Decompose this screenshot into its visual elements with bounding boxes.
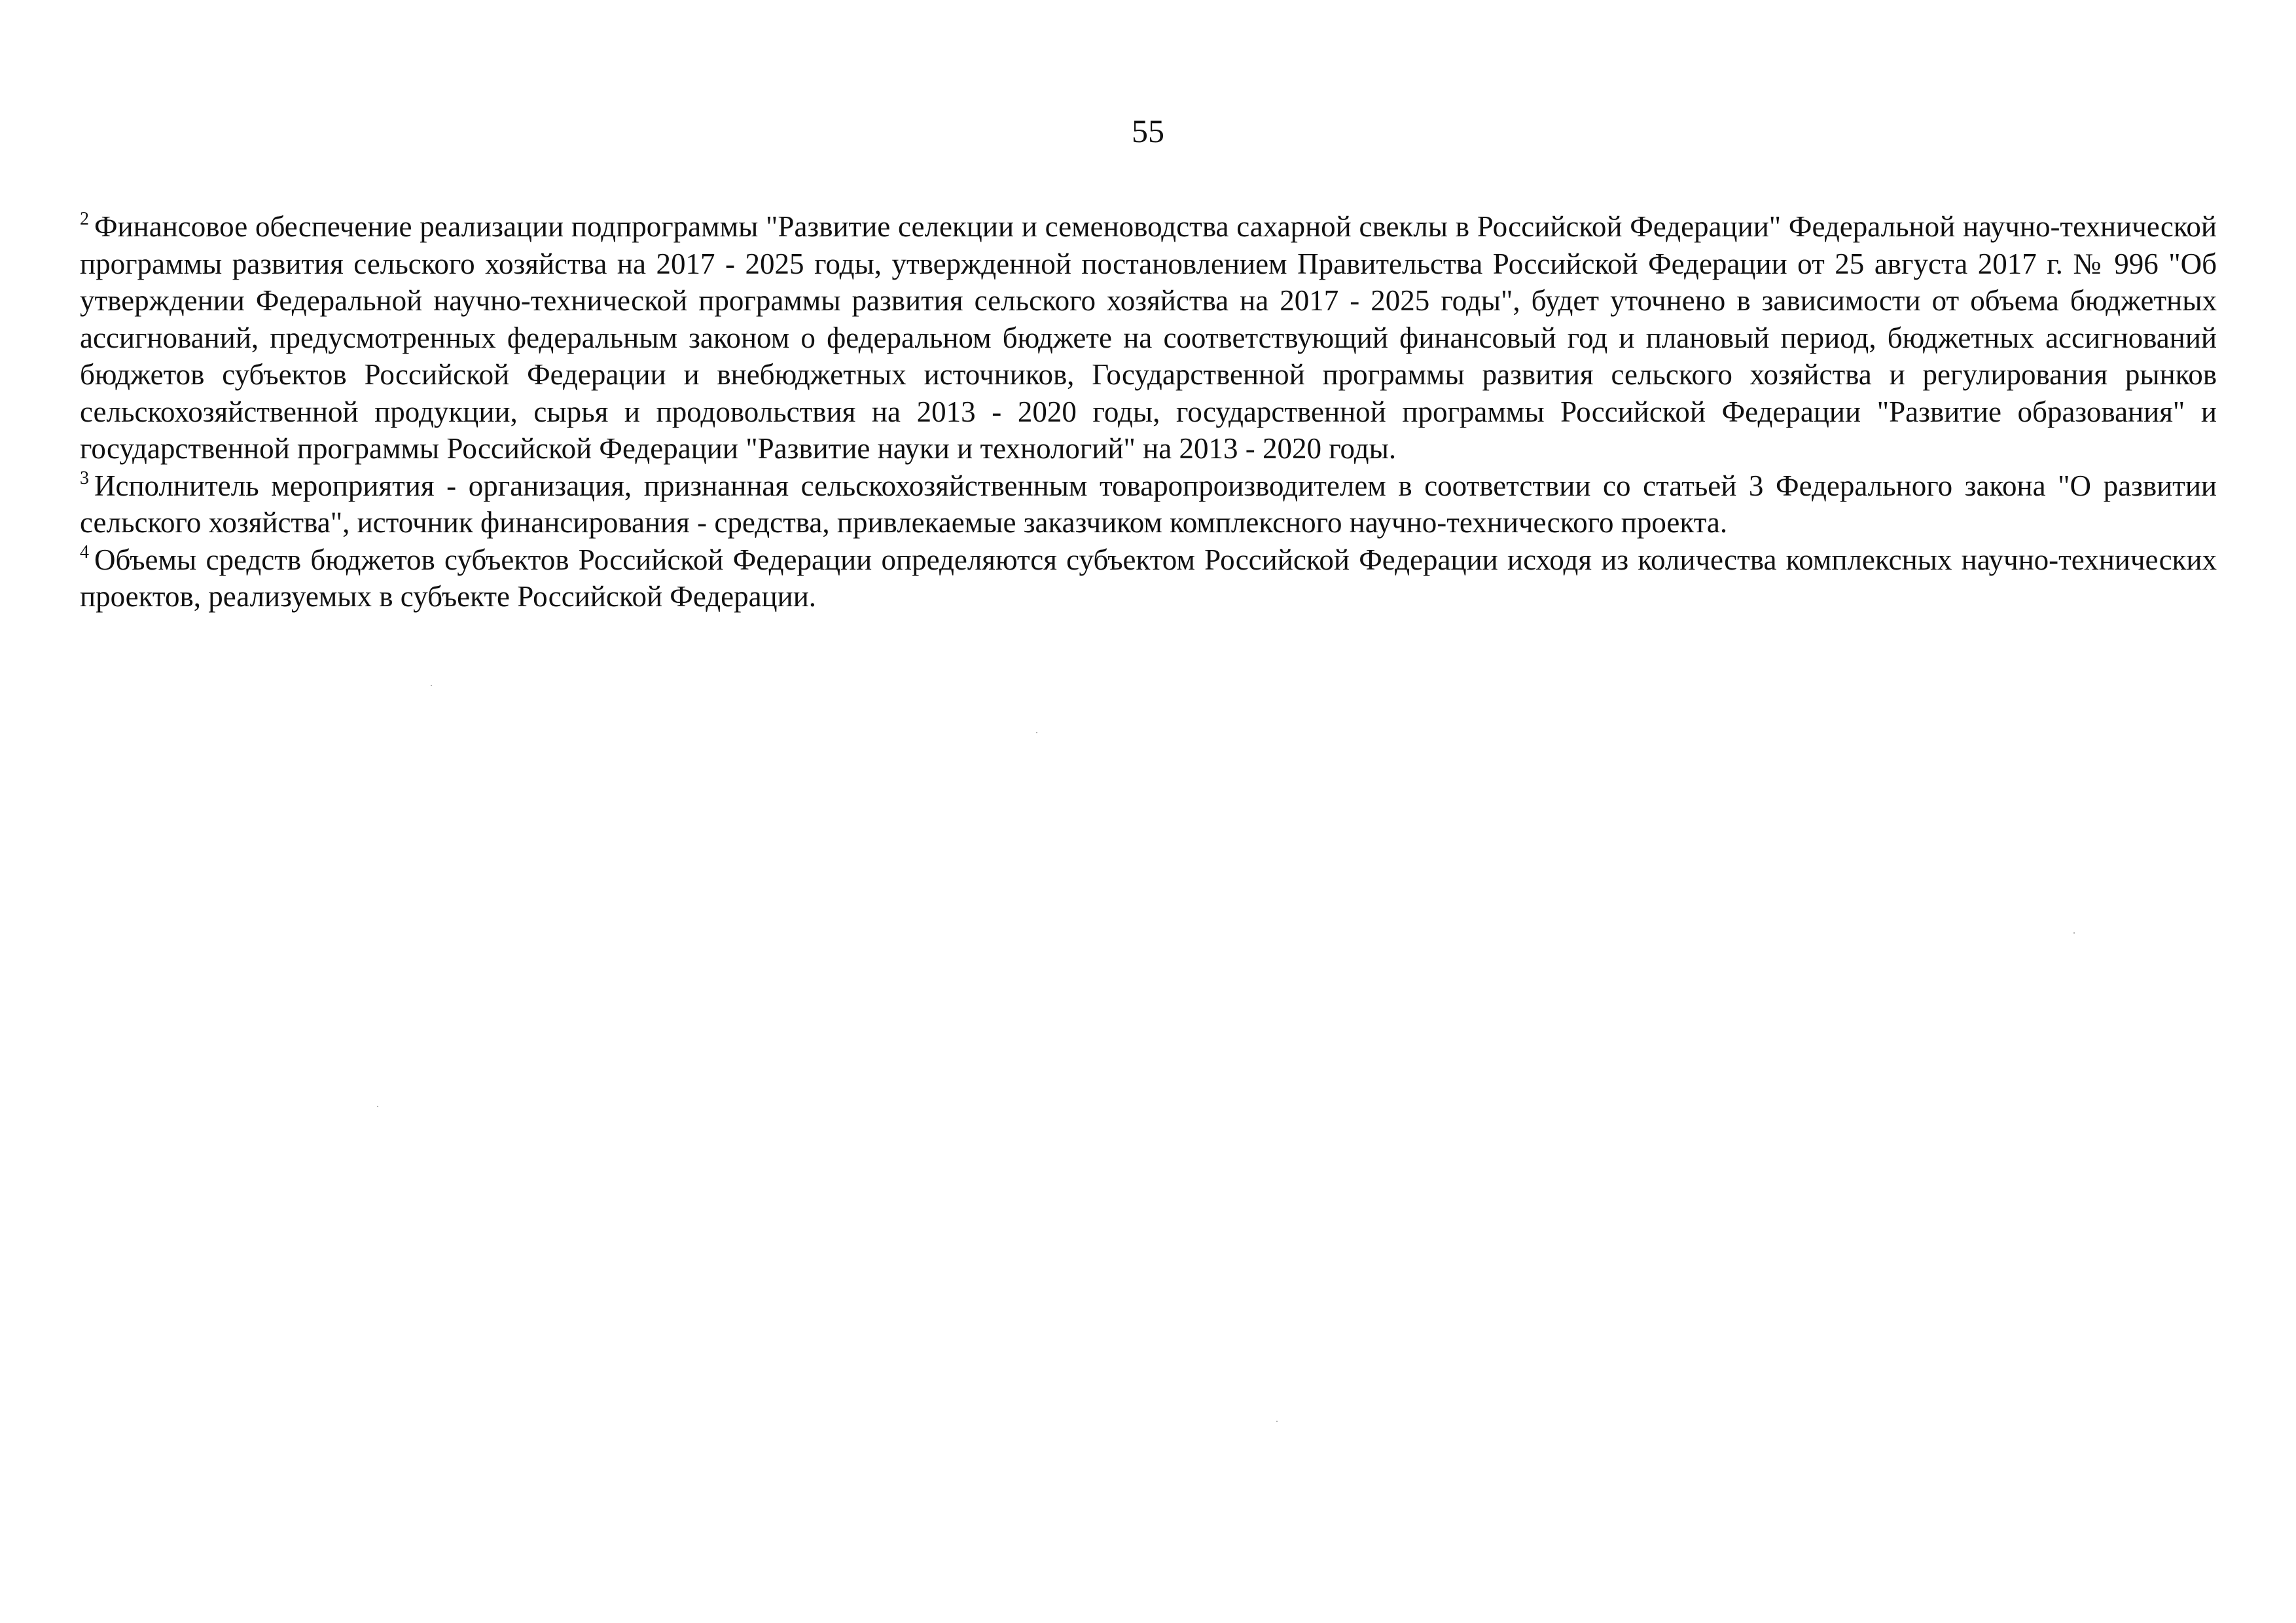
- footnote-text: Финансовое обеспечение реализации подпрограммы "Развитие селекции и семеноводства сахарной свеклы в Российской Федерации" Федеральной научно-технической программы развития сельского хозяйства на 2017 - 2025 годы, утвержденной постановлением Правительства Российской Федерации от 25 августа 2017 г. № 996 "Об утверждении Федеральной научно-технической программы развития сельского хозяйства на 2017 - 2025 годы", будет уточнено в зависимости от объема бюджетных ассигнований, предусмотренных федеральным законом о федеральном бюджете на соответствующий финансовый год и плановый период, бюджетных ассигнований бюджетов субъектов Российской Федерации и внебюджетных источников, Государственной программы развития сельского хозяйства и регулирования рынков сельскохозяйственной продукции, сырья и продовольствия на 2013 - 2020 годы, государственной программы Российской Федерации "Развитие образования" и государственной программы Российской Федерации "Развитие науки и технологий" на 2013 - 2020 годы.: [80, 210, 2217, 465]
- scan-speck: [377, 1106, 378, 1107]
- page-number: 55: [1132, 113, 1164, 149]
- footnote-2: [80, 208, 2217, 467]
- footnotes-block: [80, 208, 2217, 615]
- footnote-text: Объемы средств бюджетов субъектов Российской Федерации определяются субъектом Российской Федерации исходя из количества комплексных научно-технических проектов, реализуемых в субъекте Российской Федерации.: [80, 543, 2217, 613]
- scan-speck: [1276, 1421, 1278, 1422]
- footnote-marker: 4: [80, 541, 89, 562]
- footnote-4: [80, 541, 2217, 615]
- footnote-marker: 2: [80, 209, 89, 229]
- scan-speck: [2073, 932, 2075, 934]
- footnote-text: Исполнитель мероприятия - организация, признанная сельскохозяйственным товаропроизводителем в соответствии со статьей 3 Федерального закона "О развитии сельского хозяйства", источник финансирования - средства, привлекаемые заказчиком комплексного научно-технического проекта.: [80, 469, 2217, 539]
- scan-speck: [1036, 732, 1037, 733]
- footnote-marker: 3: [80, 467, 89, 488]
- scan-speck: [431, 685, 432, 686]
- footnote-3: [80, 467, 2217, 541]
